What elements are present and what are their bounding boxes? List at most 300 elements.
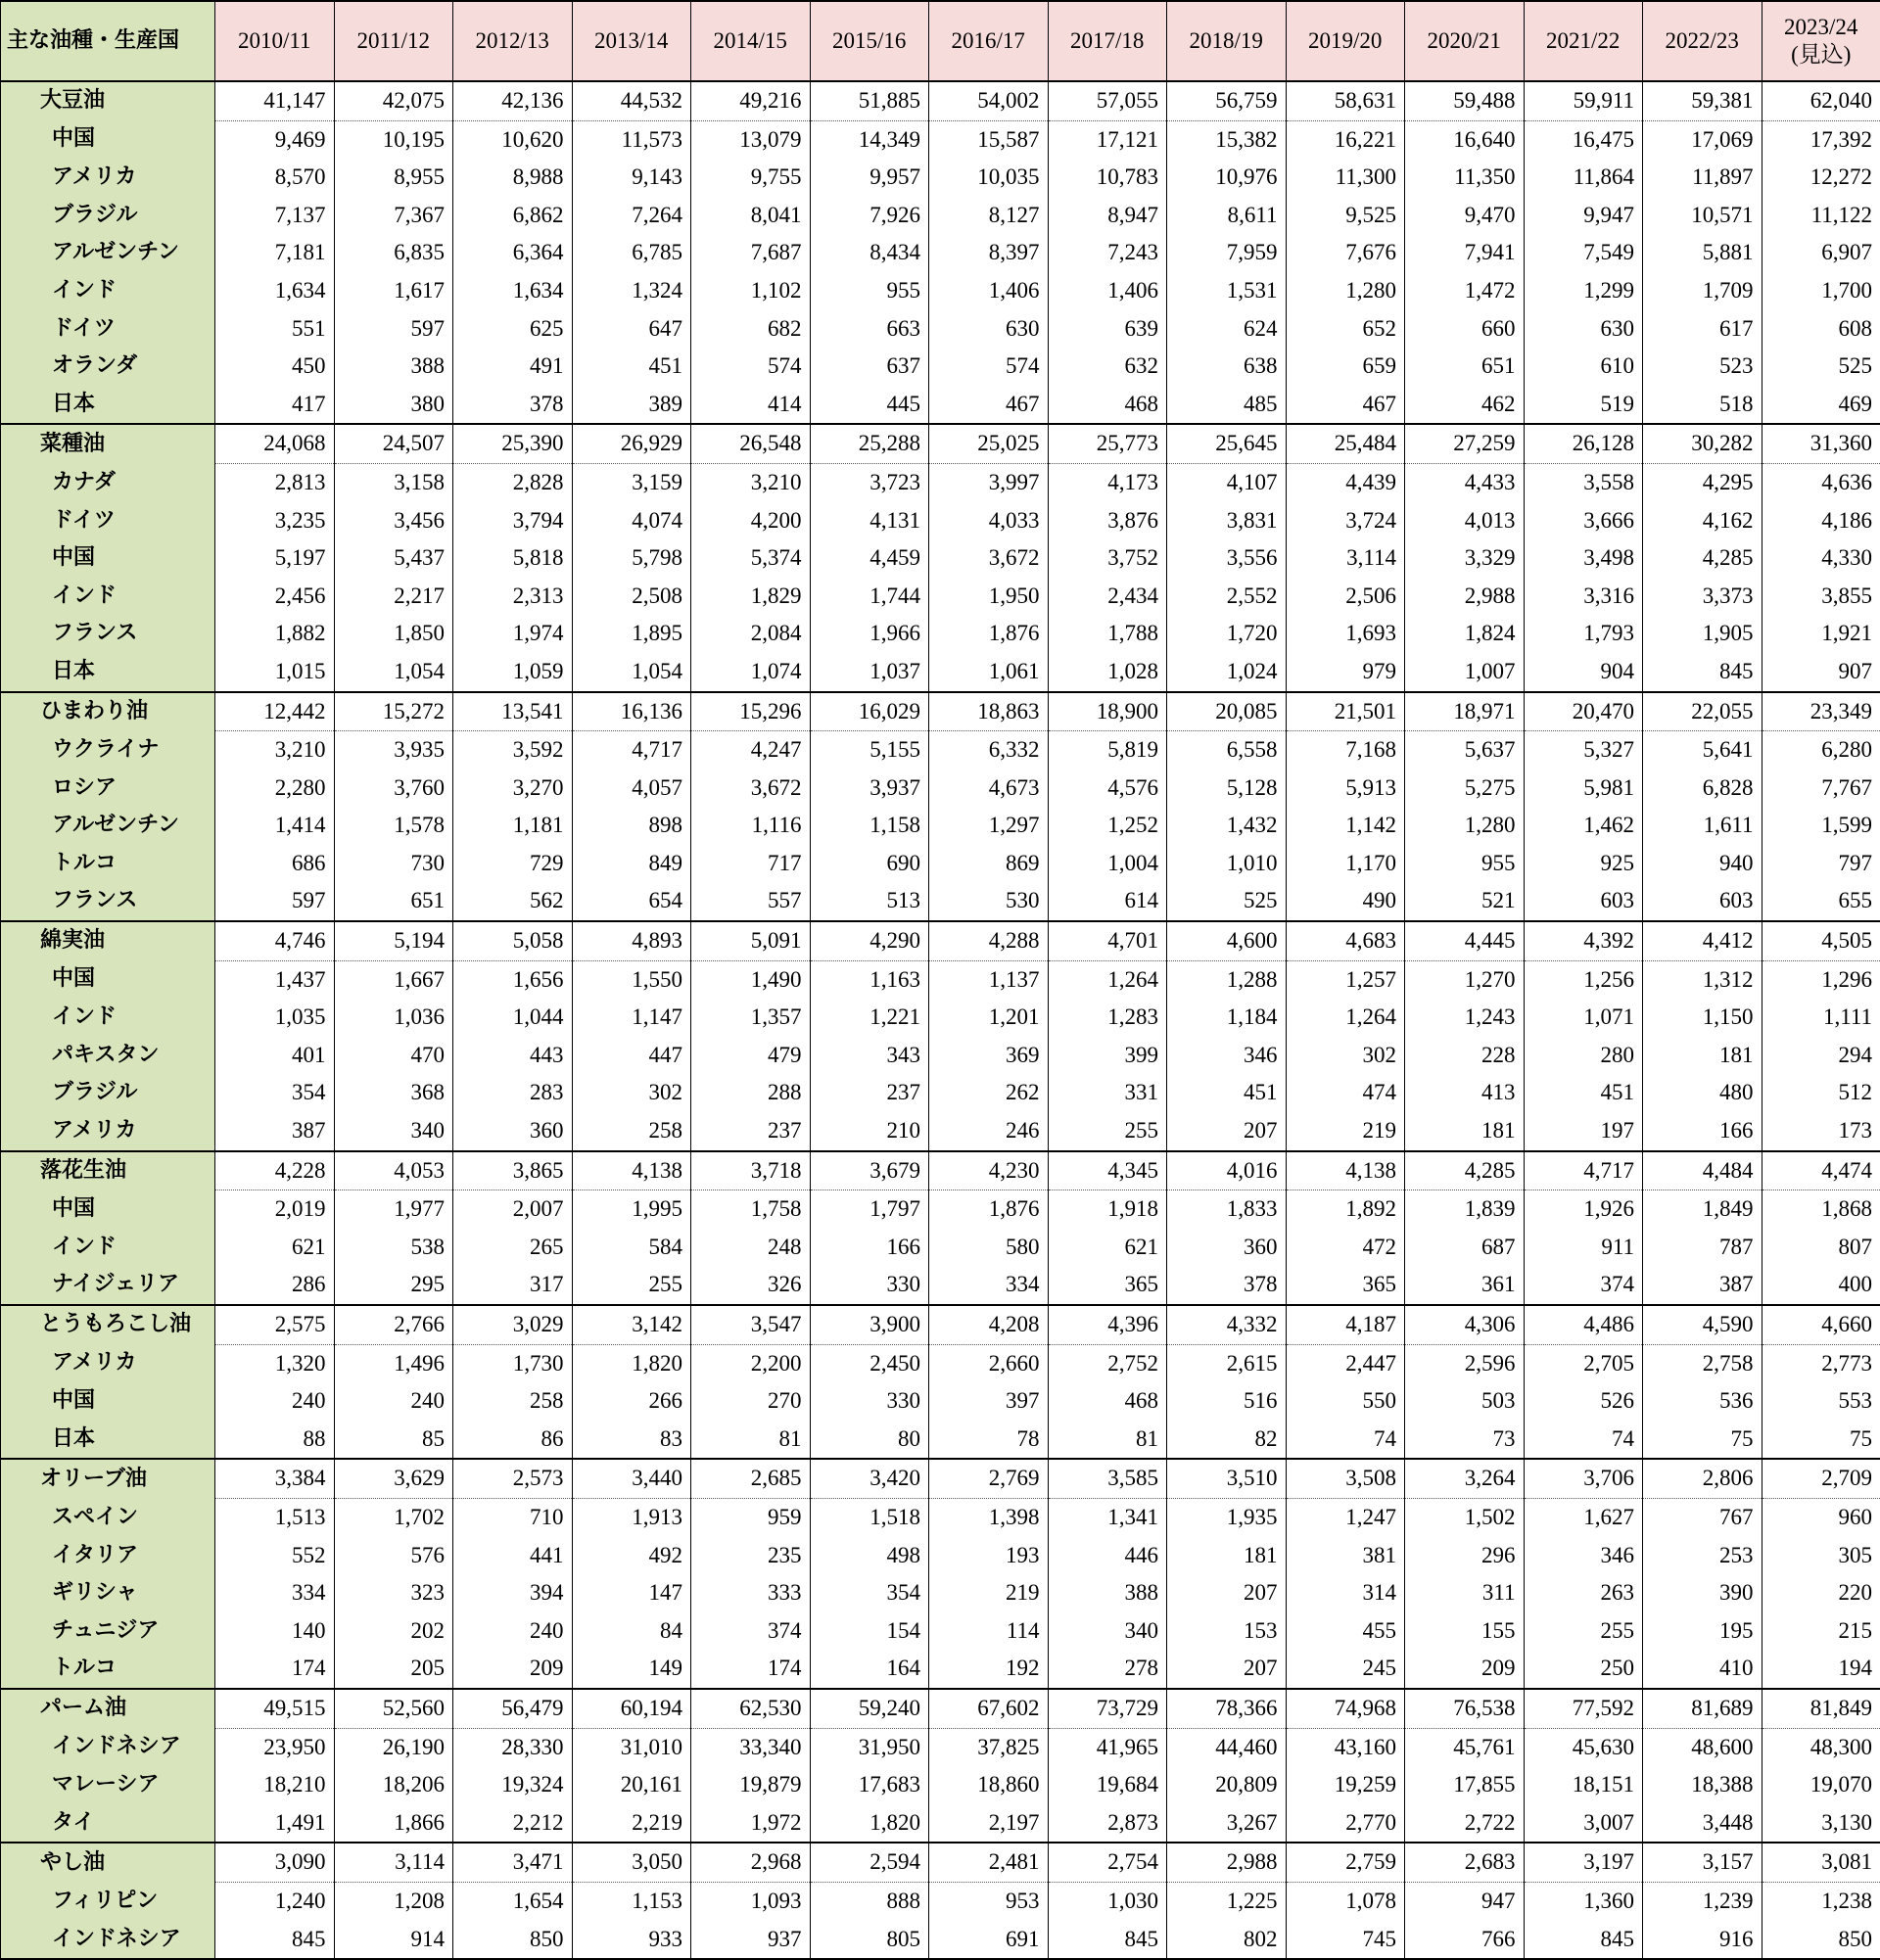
oil-total-cell: 26,548 — [691, 424, 811, 463]
country-value-cell: 10,620 — [453, 120, 573, 159]
country-value-cell: 525 — [1762, 348, 1880, 386]
country-value-cell: 6,558 — [1167, 731, 1287, 770]
country-value-cell: 603 — [1643, 882, 1762, 921]
country-value-cell: 2,434 — [1048, 578, 1167, 616]
oil-total-cell: 26,929 — [572, 424, 691, 463]
country-value-cell: 1,030 — [1048, 1882, 1167, 1920]
country-value-cell: 240 — [215, 1382, 335, 1421]
country-value-cell: 1,611 — [1643, 807, 1762, 845]
country-value-cell: 73 — [1405, 1421, 1525, 1460]
country-value-cell: 2,007 — [453, 1190, 573, 1229]
country-value-cell: 18,210 — [215, 1766, 335, 1804]
country-value-cell: 525 — [1167, 882, 1287, 921]
country-row — [1, 1037, 1880, 1075]
oil-total-cell: 4,893 — [572, 921, 691, 960]
country-value-cell: 8,955 — [334, 159, 453, 197]
country-value-cell: 1,059 — [453, 653, 573, 692]
country-value-cell: 574 — [691, 348, 811, 386]
country-value-cell: 2,770 — [1286, 1804, 1405, 1843]
country-value-cell: 441 — [453, 1537, 573, 1575]
country-value-cell: 31,950 — [810, 1728, 929, 1766]
country-value-cell: 1,824 — [1405, 615, 1525, 653]
country-name: 中国 — [1, 1382, 215, 1421]
country-value-cell: 552 — [215, 1537, 335, 1575]
country-name: アメリカ — [1, 159, 215, 197]
country-value-cell: 3,130 — [1762, 1804, 1880, 1843]
country-value-cell: 1,296 — [1762, 960, 1880, 999]
country-name: ウクライナ — [1, 731, 215, 770]
country-name: フィリピン — [1, 1882, 215, 1920]
country-value-cell: 2,219 — [572, 1804, 691, 1843]
country-value-cell: 1,895 — [572, 615, 691, 653]
country-value-cell: 1,184 — [1167, 999, 1287, 1037]
country-value-cell: 2,456 — [215, 578, 335, 616]
country-value-cell: 270 — [691, 1382, 811, 1421]
country-value-cell: 164 — [810, 1650, 929, 1689]
oil-total-cell: 77,592 — [1524, 1689, 1643, 1728]
country-value-cell: 2,828 — [453, 463, 573, 501]
country-value-cell: 9,947 — [1524, 197, 1643, 235]
country-value-cell: 2,615 — [1167, 1344, 1287, 1382]
country-value-cell: 28,330 — [453, 1728, 573, 1766]
country-value-cell: 655 — [1762, 882, 1880, 921]
country-row — [1, 1804, 1880, 1843]
country-value-cell: 3,794 — [453, 502, 573, 540]
country-value-cell: 1,730 — [453, 1344, 573, 1382]
oil-type-name: やし油 — [1, 1843, 215, 1882]
oil-type-row — [1, 1305, 1880, 1344]
country-value-cell: 621 — [1048, 1229, 1167, 1267]
country-name: ロシア — [1, 770, 215, 808]
country-name: ブラジル — [1, 1074, 215, 1112]
oil-total-cell: 16,136 — [572, 692, 691, 731]
oil-total-cell: 49,515 — [215, 1689, 335, 1728]
country-value-cell: 1,926 — [1524, 1190, 1643, 1229]
oil-total-cell: 22,055 — [1643, 692, 1762, 731]
country-value-cell: 3,448 — [1643, 1804, 1762, 1843]
country-value-cell: 6,828 — [1643, 770, 1762, 808]
country-value-cell: 80 — [810, 1421, 929, 1460]
oil-total-cell: 3,050 — [572, 1843, 691, 1882]
country-value-cell: 5,155 — [810, 731, 929, 770]
country-value-cell: 11,350 — [1405, 159, 1525, 197]
country-value-cell: 1,312 — [1643, 960, 1762, 999]
country-row — [1, 1882, 1880, 1920]
year-label: 2014/15 — [714, 28, 787, 53]
country-value-cell: 2,988 — [1405, 578, 1525, 616]
country-value-cell: 334 — [215, 1574, 335, 1612]
country-value-cell: 1,833 — [1167, 1190, 1287, 1229]
country-value-cell: 1,074 — [691, 653, 811, 692]
year-header — [215, 1, 335, 81]
country-value-cell: 23,950 — [215, 1728, 335, 1766]
oil-total-cell: 4,306 — [1405, 1305, 1525, 1344]
country-value-cell: 797 — [1762, 845, 1880, 883]
oil-total-cell: 4,392 — [1524, 921, 1643, 960]
country-name: アメリカ — [1, 1344, 215, 1382]
country-row — [1, 1766, 1880, 1804]
country-value-cell: 388 — [1048, 1574, 1167, 1612]
country-value-cell: 614 — [1048, 882, 1167, 921]
country-name: インド — [1, 999, 215, 1037]
country-value-cell: 83 — [572, 1421, 691, 1460]
country-value-cell: 1,158 — [810, 807, 929, 845]
country-value-cell: 1,866 — [334, 1804, 453, 1843]
year-header — [1643, 1, 1762, 81]
country-name: 日本 — [1, 386, 215, 425]
oil-total-cell: 3,440 — [572, 1459, 691, 1498]
oil-total-cell: 23,349 — [1762, 692, 1880, 731]
country-value-cell: 1,044 — [453, 999, 573, 1037]
country-value-cell: 1,341 — [1048, 1498, 1167, 1536]
oil-total-cell: 3,585 — [1048, 1459, 1167, 1498]
country-value-cell: 334 — [929, 1266, 1049, 1305]
country-value-cell: 597 — [334, 310, 453, 349]
country-value-cell: 1,702 — [334, 1498, 453, 1536]
country-value-cell: 389 — [572, 386, 691, 425]
country-value-cell: 3,159 — [572, 463, 691, 501]
country-value-cell: 48,300 — [1762, 1728, 1880, 1766]
country-value-cell: 5,981 — [1524, 770, 1643, 808]
country-value-cell: 3,997 — [929, 463, 1049, 501]
country-value-cell: 904 — [1524, 653, 1643, 692]
year-header — [1048, 1, 1167, 81]
year-label: 2017/18 — [1070, 28, 1144, 53]
country-value-cell: 1,147 — [572, 999, 691, 1037]
oil-total-cell: 26,128 — [1524, 424, 1643, 463]
country-value-cell: 3,267 — [1167, 1804, 1287, 1843]
oil-total-cell: 3,090 — [215, 1843, 335, 1882]
country-value-cell: 1,037 — [810, 653, 929, 692]
country-value-cell: 3,666 — [1524, 502, 1643, 540]
oil-total-cell: 3,384 — [215, 1459, 335, 1498]
country-value-cell: 209 — [453, 1650, 573, 1689]
country-value-cell: 1,398 — [929, 1498, 1049, 1536]
country-value-cell: 1,634 — [453, 272, 573, 310]
country-value-cell: 3,724 — [1286, 502, 1405, 540]
country-value-cell: 262 — [929, 1074, 1049, 1112]
oil-total-cell: 13,541 — [453, 692, 573, 731]
country-value-cell: 6,785 — [572, 234, 691, 272]
year-label: 2019/20 — [1308, 28, 1382, 53]
country-value-cell: 155 — [1405, 1612, 1525, 1651]
country-value-cell: 390 — [1643, 1574, 1762, 1612]
oil-total-cell: 54,002 — [929, 81, 1049, 120]
oil-total-cell: 2,594 — [810, 1843, 929, 1882]
year-header — [1167, 1, 1287, 81]
country-value-cell: 1,518 — [810, 1498, 929, 1536]
country-value-cell: 1,243 — [1405, 999, 1525, 1037]
country-value-cell: 1,252 — [1048, 807, 1167, 845]
country-name: カナダ — [1, 463, 215, 501]
country-row — [1, 1574, 1880, 1612]
country-value-cell: 1,892 — [1286, 1190, 1405, 1229]
country-value-cell: 1,150 — [1643, 999, 1762, 1037]
oil-total-cell: 25,645 — [1167, 424, 1287, 463]
country-value-cell: 955 — [1405, 845, 1525, 883]
country-value-cell: 401 — [215, 1037, 335, 1075]
country-value-cell: 1,299 — [1524, 272, 1643, 310]
oil-total-cell: 4,288 — [929, 921, 1049, 960]
country-value-cell: 479 — [691, 1037, 811, 1075]
country-row — [1, 502, 1880, 540]
country-value-cell: 181 — [1643, 1037, 1762, 1075]
country-value-cell: 503 — [1405, 1382, 1525, 1421]
country-value-cell: 166 — [1643, 1112, 1762, 1151]
country-row — [1, 159, 1880, 197]
country-value-cell: 237 — [810, 1074, 929, 1112]
country-value-cell: 1,247 — [1286, 1498, 1405, 1536]
oil-total-cell: 4,412 — [1643, 921, 1762, 960]
country-name: イタリア — [1, 1537, 215, 1575]
year-header — [1762, 1, 1880, 81]
country-value-cell: 730 — [334, 845, 453, 883]
country-value-cell: 331 — [1048, 1074, 1167, 1112]
country-value-cell: 1,264 — [1286, 999, 1405, 1037]
country-value-cell: 3,723 — [810, 463, 929, 501]
country-value-cell: 1,153 — [572, 1882, 691, 1920]
country-value-cell: 410 — [1643, 1650, 1762, 1689]
country-value-cell: 369 — [929, 1037, 1049, 1075]
oil-total-cell: 4,701 — [1048, 921, 1167, 960]
country-value-cell: 1,257 — [1286, 960, 1405, 999]
country-row — [1, 653, 1880, 692]
country-value-cell: 3,752 — [1048, 539, 1167, 578]
oil-total-cell: 25,390 — [453, 424, 573, 463]
country-value-cell: 81 — [1048, 1421, 1167, 1460]
country-value-cell: 472 — [1286, 1229, 1405, 1267]
country-value-cell: 467 — [929, 386, 1049, 425]
oil-total-cell: 2,575 — [215, 1305, 335, 1344]
country-value-cell: 88 — [215, 1421, 335, 1460]
country-value-cell: 258 — [453, 1382, 573, 1421]
country-row — [1, 615, 1880, 653]
oil-total-cell: 42,075 — [334, 81, 453, 120]
country-value-cell: 691 — [929, 1921, 1049, 1960]
oil-total-cell: 3,029 — [453, 1305, 573, 1344]
oil-total-cell: 56,479 — [453, 1689, 573, 1728]
country-value-cell: 2,705 — [1524, 1344, 1643, 1382]
oil-total-cell: 4,228 — [215, 1151, 335, 1190]
oil-total-cell: 3,142 — [572, 1305, 691, 1344]
country-value-cell: 492 — [572, 1537, 691, 1575]
oil-total-cell: 76,538 — [1405, 1689, 1525, 1728]
country-value-cell: 4,247 — [691, 731, 811, 770]
country-value-cell: 1,839 — [1405, 1190, 1525, 1229]
country-value-cell: 19,259 — [1286, 1766, 1405, 1804]
country-value-cell: 333 — [691, 1574, 811, 1612]
country-value-cell: 3,831 — [1167, 502, 1287, 540]
country-value-cell: 766 — [1405, 1921, 1525, 1960]
oil-total-cell: 4,016 — [1167, 1151, 1287, 1190]
country-value-cell: 1,918 — [1048, 1190, 1167, 1229]
country-value-cell: 4,162 — [1643, 502, 1762, 540]
country-value-cell: 3,316 — [1524, 578, 1643, 616]
country-value-cell: 5,881 — [1643, 234, 1762, 272]
country-value-cell: 610 — [1524, 348, 1643, 386]
country-value-cell: 1,054 — [572, 653, 691, 692]
country-value-cell: 311 — [1405, 1574, 1525, 1612]
oil-total-cell: 62,040 — [1762, 81, 1880, 120]
oil-total-cell: 2,481 — [929, 1843, 1049, 1882]
oil-total-cell: 16,029 — [810, 692, 929, 731]
country-value-cell: 4,433 — [1405, 463, 1525, 501]
country-value-cell: 536 — [1643, 1382, 1762, 1421]
year-label: 2021/22 — [1546, 28, 1620, 53]
country-value-cell: 1,225 — [1167, 1882, 1287, 1920]
country-value-cell: 1,634 — [215, 272, 335, 310]
country-value-cell: 3,114 — [1286, 539, 1405, 578]
country-name: パキスタン — [1, 1037, 215, 1075]
country-value-cell: 207 — [1167, 1112, 1287, 1151]
country-value-cell: 280 — [1524, 1037, 1643, 1075]
oil-total-cell: 3,900 — [810, 1305, 929, 1344]
country-value-cell: 7,264 — [572, 197, 691, 235]
country-value-cell: 1,028 — [1048, 653, 1167, 692]
country-value-cell: 1,491 — [215, 1804, 335, 1843]
country-value-cell: 1,935 — [1167, 1498, 1287, 1536]
country-value-cell: 1,490 — [691, 960, 811, 999]
country-value-cell: 1,221 — [810, 999, 929, 1037]
country-row — [1, 463, 1880, 501]
country-name: ドイツ — [1, 502, 215, 540]
country-row — [1, 1421, 1880, 1460]
country-value-cell: 74 — [1524, 1421, 1643, 1460]
country-value-cell: 174 — [691, 1650, 811, 1689]
country-value-cell: 7,926 — [810, 197, 929, 235]
country-value-cell: 166 — [810, 1229, 929, 1267]
country-value-cell: 574 — [929, 348, 1049, 386]
country-value-cell: 682 — [691, 310, 811, 349]
year-label: 2023/24 — [1784, 15, 1857, 39]
country-value-cell: 933 — [572, 1921, 691, 1960]
country-value-cell: 1,513 — [215, 1498, 335, 1536]
oil-total-cell: 49,216 — [691, 81, 811, 120]
oil-total-cell: 4,660 — [1762, 1305, 1880, 1344]
country-value-cell: 7,941 — [1405, 234, 1525, 272]
oil-total-cell: 4,717 — [1524, 1151, 1643, 1190]
oil-total-cell: 4,230 — [929, 1151, 1049, 1190]
country-value-cell: 9,469 — [215, 120, 335, 159]
country-value-cell: 1,472 — [1405, 272, 1525, 310]
country-value-cell: 630 — [1524, 310, 1643, 349]
country-value-cell: 368 — [334, 1074, 453, 1112]
oil-total-cell: 4,590 — [1643, 1305, 1762, 1344]
country-value-cell: 526 — [1524, 1382, 1643, 1421]
country-value-cell: 397 — [929, 1382, 1049, 1421]
country-value-cell: 617 — [1643, 310, 1762, 349]
country-value-cell: 255 — [1048, 1112, 1167, 1151]
country-value-cell: 2,212 — [453, 1804, 573, 1843]
country-value-cell: 710 — [453, 1498, 573, 1536]
country-value-cell: 530 — [929, 882, 1049, 921]
country-name: ドイツ — [1, 310, 215, 349]
country-value-cell: 4,295 — [1643, 463, 1762, 501]
oil-total-cell: 3,471 — [453, 1843, 573, 1882]
country-value-cell: 1,414 — [215, 807, 335, 845]
country-value-cell: 1,797 — [810, 1190, 929, 1229]
country-value-cell: 2,280 — [215, 770, 335, 808]
country-value-cell: 240 — [334, 1382, 453, 1421]
year-label: 2020/21 — [1428, 28, 1501, 53]
country-value-cell: 154 — [810, 1612, 929, 1651]
oil-total-cell: 25,025 — [929, 424, 1049, 463]
oil-total-cell: 30,282 — [1643, 424, 1762, 463]
country-value-cell: 652 — [1286, 310, 1405, 349]
country-value-cell: 19,070 — [1762, 1766, 1880, 1804]
oil-total-cell: 4,053 — [334, 1151, 453, 1190]
country-value-cell: 33,340 — [691, 1728, 811, 1766]
country-value-cell: 20,161 — [572, 1766, 691, 1804]
oil-type-name: オリーブ油 — [1, 1459, 215, 1498]
oil-total-cell: 4,600 — [1167, 921, 1287, 960]
country-value-cell: 455 — [1286, 1612, 1405, 1651]
country-value-cell: 8,570 — [215, 159, 335, 197]
country-value-cell: 5,798 — [572, 539, 691, 578]
country-value-cell: 4,459 — [810, 539, 929, 578]
country-value-cell: 18,151 — [1524, 1766, 1643, 1804]
country-value-cell: 4,013 — [1405, 502, 1525, 540]
country-value-cell: 490 — [1286, 882, 1405, 921]
oil-total-cell: 12,442 — [215, 692, 335, 731]
oil-total-cell: 25,484 — [1286, 424, 1405, 463]
country-value-cell: 380 — [334, 386, 453, 425]
country-value-cell: 17,683 — [810, 1766, 929, 1804]
country-name: 中国 — [1, 960, 215, 999]
country-value-cell: 1,406 — [929, 272, 1049, 310]
country-value-cell: 1,868 — [1762, 1190, 1880, 1229]
country-value-cell: 523 — [1643, 348, 1762, 386]
country-row — [1, 999, 1880, 1037]
country-value-cell: 6,364 — [453, 234, 573, 272]
country-value-cell: 7,243 — [1048, 234, 1167, 272]
country-name: インドネシア — [1, 1921, 215, 1960]
country-value-cell: 374 — [691, 1612, 811, 1651]
year-label: 2022/23 — [1666, 28, 1739, 53]
country-value-cell: 562 — [453, 882, 573, 921]
country-value-cell: 850 — [453, 1921, 573, 1960]
country-row — [1, 1112, 1880, 1151]
country-value-cell: 850 — [1762, 1921, 1880, 1960]
country-value-cell: 445 — [810, 386, 929, 425]
country-value-cell: 4,131 — [810, 502, 929, 540]
country-value-cell: 2,752 — [1048, 1344, 1167, 1382]
oil-type-row — [1, 1689, 1880, 1728]
country-value-cell: 6,332 — [929, 731, 1049, 770]
country-value-cell: 690 — [810, 845, 929, 883]
country-value-cell: 4,173 — [1048, 463, 1167, 501]
country-value-cell: 360 — [453, 1112, 573, 1151]
country-value-cell: 1,829 — [691, 578, 811, 616]
oil-type-row — [1, 1843, 1880, 1882]
oil-total-cell: 24,507 — [334, 424, 453, 463]
country-value-cell: 1,913 — [572, 1498, 691, 1536]
year-header — [334, 1, 453, 81]
country-value-cell: 1,693 — [1286, 615, 1405, 653]
country-value-cell: 551 — [215, 310, 335, 349]
country-value-cell: 1,270 — [1405, 960, 1525, 999]
country-value-cell: 365 — [1048, 1266, 1167, 1305]
country-value-cell: 414 — [691, 386, 811, 425]
oil-total-cell: 2,988 — [1167, 1843, 1287, 1882]
country-value-cell: 326 — [691, 1266, 811, 1305]
country-name: 中国 — [1, 539, 215, 578]
country-value-cell: 1,744 — [810, 578, 929, 616]
oil-total-cell: 2,806 — [1643, 1459, 1762, 1498]
country-value-cell: 181 — [1167, 1537, 1287, 1575]
country-value-cell: 85 — [334, 1421, 453, 1460]
country-value-cell: 498 — [810, 1537, 929, 1575]
